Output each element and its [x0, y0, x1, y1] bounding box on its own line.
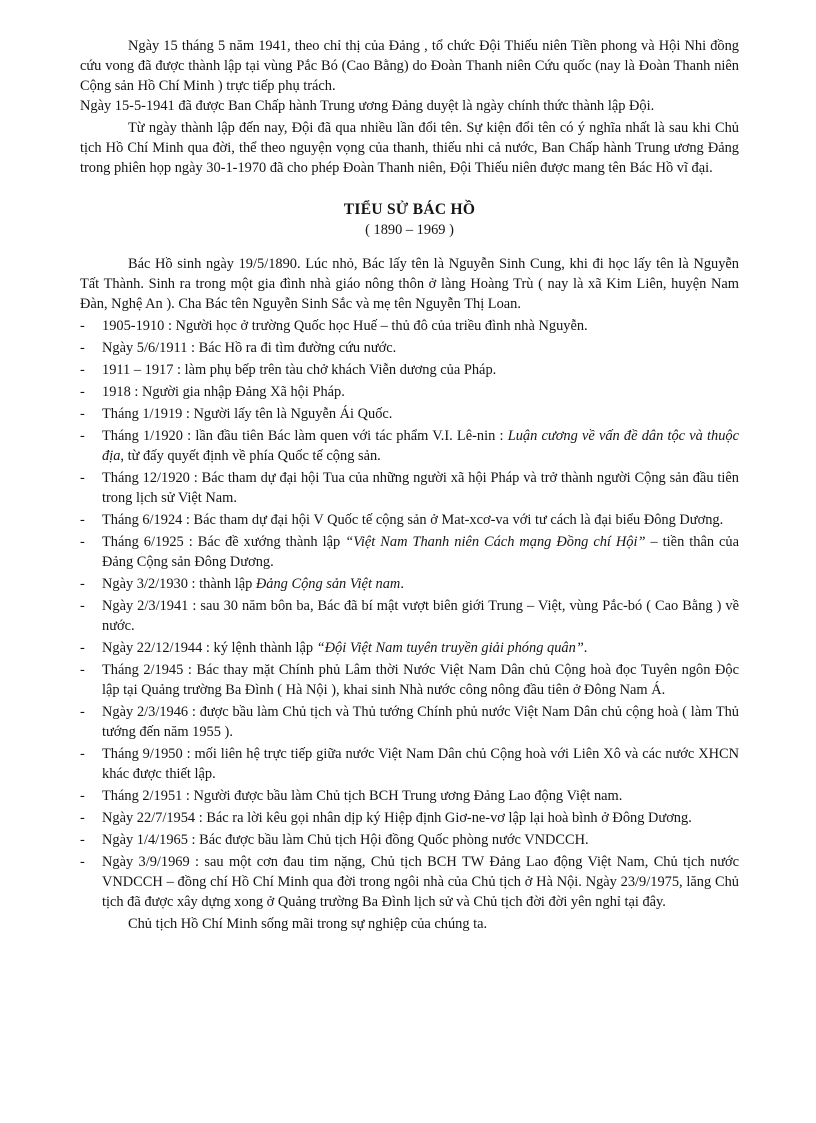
event-text-after: . — [583, 640, 588, 656]
event-text: Ngày 2/3/1946 : được bầu làm Chủ tịch và Thủ tướng Chính phủ nước Việt Nam Dân chủ cộng hoà ( làm Thủ tướng đến năm 1955 ). — [102, 704, 739, 740]
event-text: Tháng 12/1920 : Bác tham dự đại hội Tua của những người xã hội Pháp và trở thành người Cộng sản đầu tiên trong lịch sử Việt Nam. — [102, 470, 739, 506]
event-text: Tháng 9/1950 : mối liên hệ trực tiếp giữa nước Việt Nam Dân chủ Cộng hoà với Liên Xô và các nước XHCN khác được thiết lập. — [102, 746, 739, 782]
event-item — [80, 510, 739, 530]
list-dash: - — [80, 662, 85, 678]
event-emphasis: “Việt Nam Thanh niên Cách mạng Đồng chí Hội” — [345, 534, 646, 550]
list-dash: - — [80, 576, 85, 592]
section-heading — [80, 200, 739, 240]
intro-paragraph-1: Ngày 15 tháng 5 năm 1941, theo chỉ thị của Đảng , tổ chức Đội Thiếu niên Tiền phong và Hội Nhi đồng cứu vong đã được thành lập tại vùng Pắc Bó (Cao Bằng) do Đoàn Thanh niên Cứu quốc (nay là Đoàn Thanh niên Cộng sản Hồ Chí Minh ) trực tiếp phụ trách. — [80, 38, 739, 94]
event-text: 1918 : Người gia nhập Đảng Xã hội Pháp. — [102, 384, 345, 400]
event-item — [80, 786, 739, 806]
event-text: Ngày 3/9/1969 : sau một cơn đau tim nặng, Chủ tịch BCH TW Đảng Lao động Việt Nam, Chủ tịch nước VNDCCH – đồng chí Hồ Chí Minh qua đời trong ngôi nhà của Chủ tịch ở Hà Nội. Ngày 23/9/1975, lăng Chủ tịch đã được xây dựng xong ở Quảng trường Ba Đình lịch sử và Chủ tịch đời đời yên nghỉ tại đây. — [102, 854, 739, 910]
list-dash: - — [80, 428, 85, 444]
events-list — [80, 316, 739, 912]
list-dash: - — [80, 598, 85, 614]
list-dash: - — [80, 640, 85, 656]
list-dash: - — [80, 512, 85, 528]
list-dash: - — [80, 406, 85, 422]
event-item — [80, 338, 739, 358]
event-text: Ngày 22/7/1954 : Bác ra lời kêu gọi nhân dịp ký Hiệp định Giơ-ne-vơ lập lại hoà bình ở Đông Dương. — [102, 810, 692, 826]
event-text: Tháng 6/1924 : Bác tham dự đại hội V Quốc tế cộng sản ở Mat-xcơ-va với tư cách là đại biểu Đông Dương. — [102, 512, 724, 528]
event-text: Ngày 22/12/1944 : ký lệnh thành lập — [102, 640, 317, 656]
event-item — [80, 532, 739, 572]
list-dash: - — [80, 534, 85, 550]
list-dash: - — [80, 362, 85, 378]
list-dash: - — [80, 470, 85, 486]
list-dash: - — [80, 318, 85, 334]
section-years: ( 1890 – 1969 ) — [365, 222, 454, 238]
closing-paragraph: Chủ tịch Hồ Chí Minh sống mãi trong sự nghiệp của chúng ta. — [128, 916, 488, 932]
event-item — [80, 596, 739, 636]
event-text-after: – tiền thân của Đảng Cộng sản Đông Dương. — [102, 534, 739, 570]
list-dash: - — [80, 746, 85, 762]
intro-paragraph-3: Từ ngày thành lập đến nay, Đội đã qua nhiều lần đổi tên. Sự kiện đổi tên có ý nghĩa nhất là sau khi Chủ tịch Hồ Chí Minh qua đời, thể theo nguyện vọng của thanh, thiếu nhi cả nước, Ban Chấp hành Trung ương Đảng trong phiên họp ngày 30-1-1970 đã cho phép Đoàn Thanh niên, Đội Thiếu niên được mang tên Bác Hồ vĩ đại. — [80, 120, 739, 176]
event-text: Tháng 2/1951 : Người được bầu làm Chủ tịch BCH Trung ương Đảng Lao động Việt nam. — [102, 788, 623, 804]
event-item — [80, 660, 739, 700]
event-text: 1911 – 1917 : làm phụ bếp trên tàu chở khách Viễn dương của Pháp. — [102, 362, 497, 378]
event-item — [80, 574, 739, 594]
intro-paragraph-2: Ngày 15-5-1941 đã được Ban Chấp hành Trung ương Đảng duyệt là ngày chính thức thành lập Đội. — [80, 98, 655, 114]
event-text-after: . — [400, 576, 404, 592]
event-item — [80, 852, 739, 912]
list-dash: - — [80, 854, 85, 870]
event-emphasis: Luận cương về vấn đề dân tộc và thuộc địa — [102, 428, 739, 464]
event-text: Ngày 5/6/1911 : Bác Hồ ra đi tìm đường cứu nước. — [102, 340, 397, 356]
event-text: Tháng 1/1919 : Người lấy tên là Nguyễn Ái Quốc. — [102, 406, 393, 422]
event-item — [80, 426, 739, 466]
list-dash: - — [80, 704, 85, 720]
bio-intro-paragraph: Bác Hồ sinh ngày 19/5/1890. Lúc nhỏ, Bác lấy tên là Nguyễn Sinh Cung, khi đi học lấy tên là Nguyễn Tất Thành. Sinh ra trong một gia đình nhà giáo nông thôn ở làng Hoàng Trù ( nay là xã Kim Liên, huyện Nam Đàn, Nghệ An ). Cha Bác tên Nguyễn Sinh Sắc và mẹ tên Nguyễn Thị Loan. — [80, 256, 739, 312]
event-text: Tháng 2/1945 : Bác thay mặt Chính phủ Lâm thời Nước Việt Nam Dân chủ Cộng hoà đọc Tuyên ngôn Độc lập tại Quảng trường Ba Đình ( Hà Nội ), khai sinh Nhà nước công nông đầu tiên ở Đông Nam Á. — [102, 662, 739, 698]
event-text: Tháng 1/1920 : lần đầu tiên Bác làm quen với tác phẩm V.I. Lê-nin : — [102, 428, 508, 444]
event-item — [80, 382, 739, 402]
event-text: Ngày 3/2/1930 : thành lập — [102, 576, 256, 592]
event-text-after: , từ đấy quyết định về phía Quốc tế cộng sản. — [120, 448, 381, 464]
event-item — [80, 360, 739, 380]
event-item — [80, 316, 739, 336]
document-page — [80, 36, 739, 934]
event-item — [80, 468, 739, 508]
list-dash: - — [80, 340, 85, 356]
event-item — [80, 638, 739, 658]
event-item — [80, 830, 739, 850]
event-item — [80, 808, 739, 828]
event-text: Tháng 6/1925 : Bác đề xướng thành lập — [102, 534, 346, 550]
list-dash: - — [80, 788, 85, 804]
list-dash: - — [80, 384, 85, 400]
event-emphasis: “Đội Việt Nam tuyên truyền giải phóng quân” — [316, 640, 584, 656]
event-emphasis: Đảng Cộng sản Việt nam — [255, 576, 401, 592]
section-title: TIỂU SỬ BÁC HỒ — [343, 201, 476, 218]
event-item — [80, 702, 739, 742]
event-text: Ngày 2/3/1941 : sau 30 năm bôn ba, Bác đã bí mật vượt biên giới Trung – Việt, vùng Pắc-bó ( Cao Bằng ) về nước. — [102, 598, 739, 634]
event-item — [80, 404, 739, 424]
list-dash: - — [80, 810, 85, 826]
list-dash: - — [80, 832, 85, 848]
event-text: Ngày 1/4/1965 : Bác được bầu làm Chủ tịch Hội đồng Quốc phòng nước VNDCCH. — [102, 832, 589, 848]
event-item — [80, 744, 739, 784]
event-text: 1905-1910 : Người học ở trường Quốc học Huế – thủ đô của triều đình nhà Nguyễn. — [102, 318, 588, 334]
